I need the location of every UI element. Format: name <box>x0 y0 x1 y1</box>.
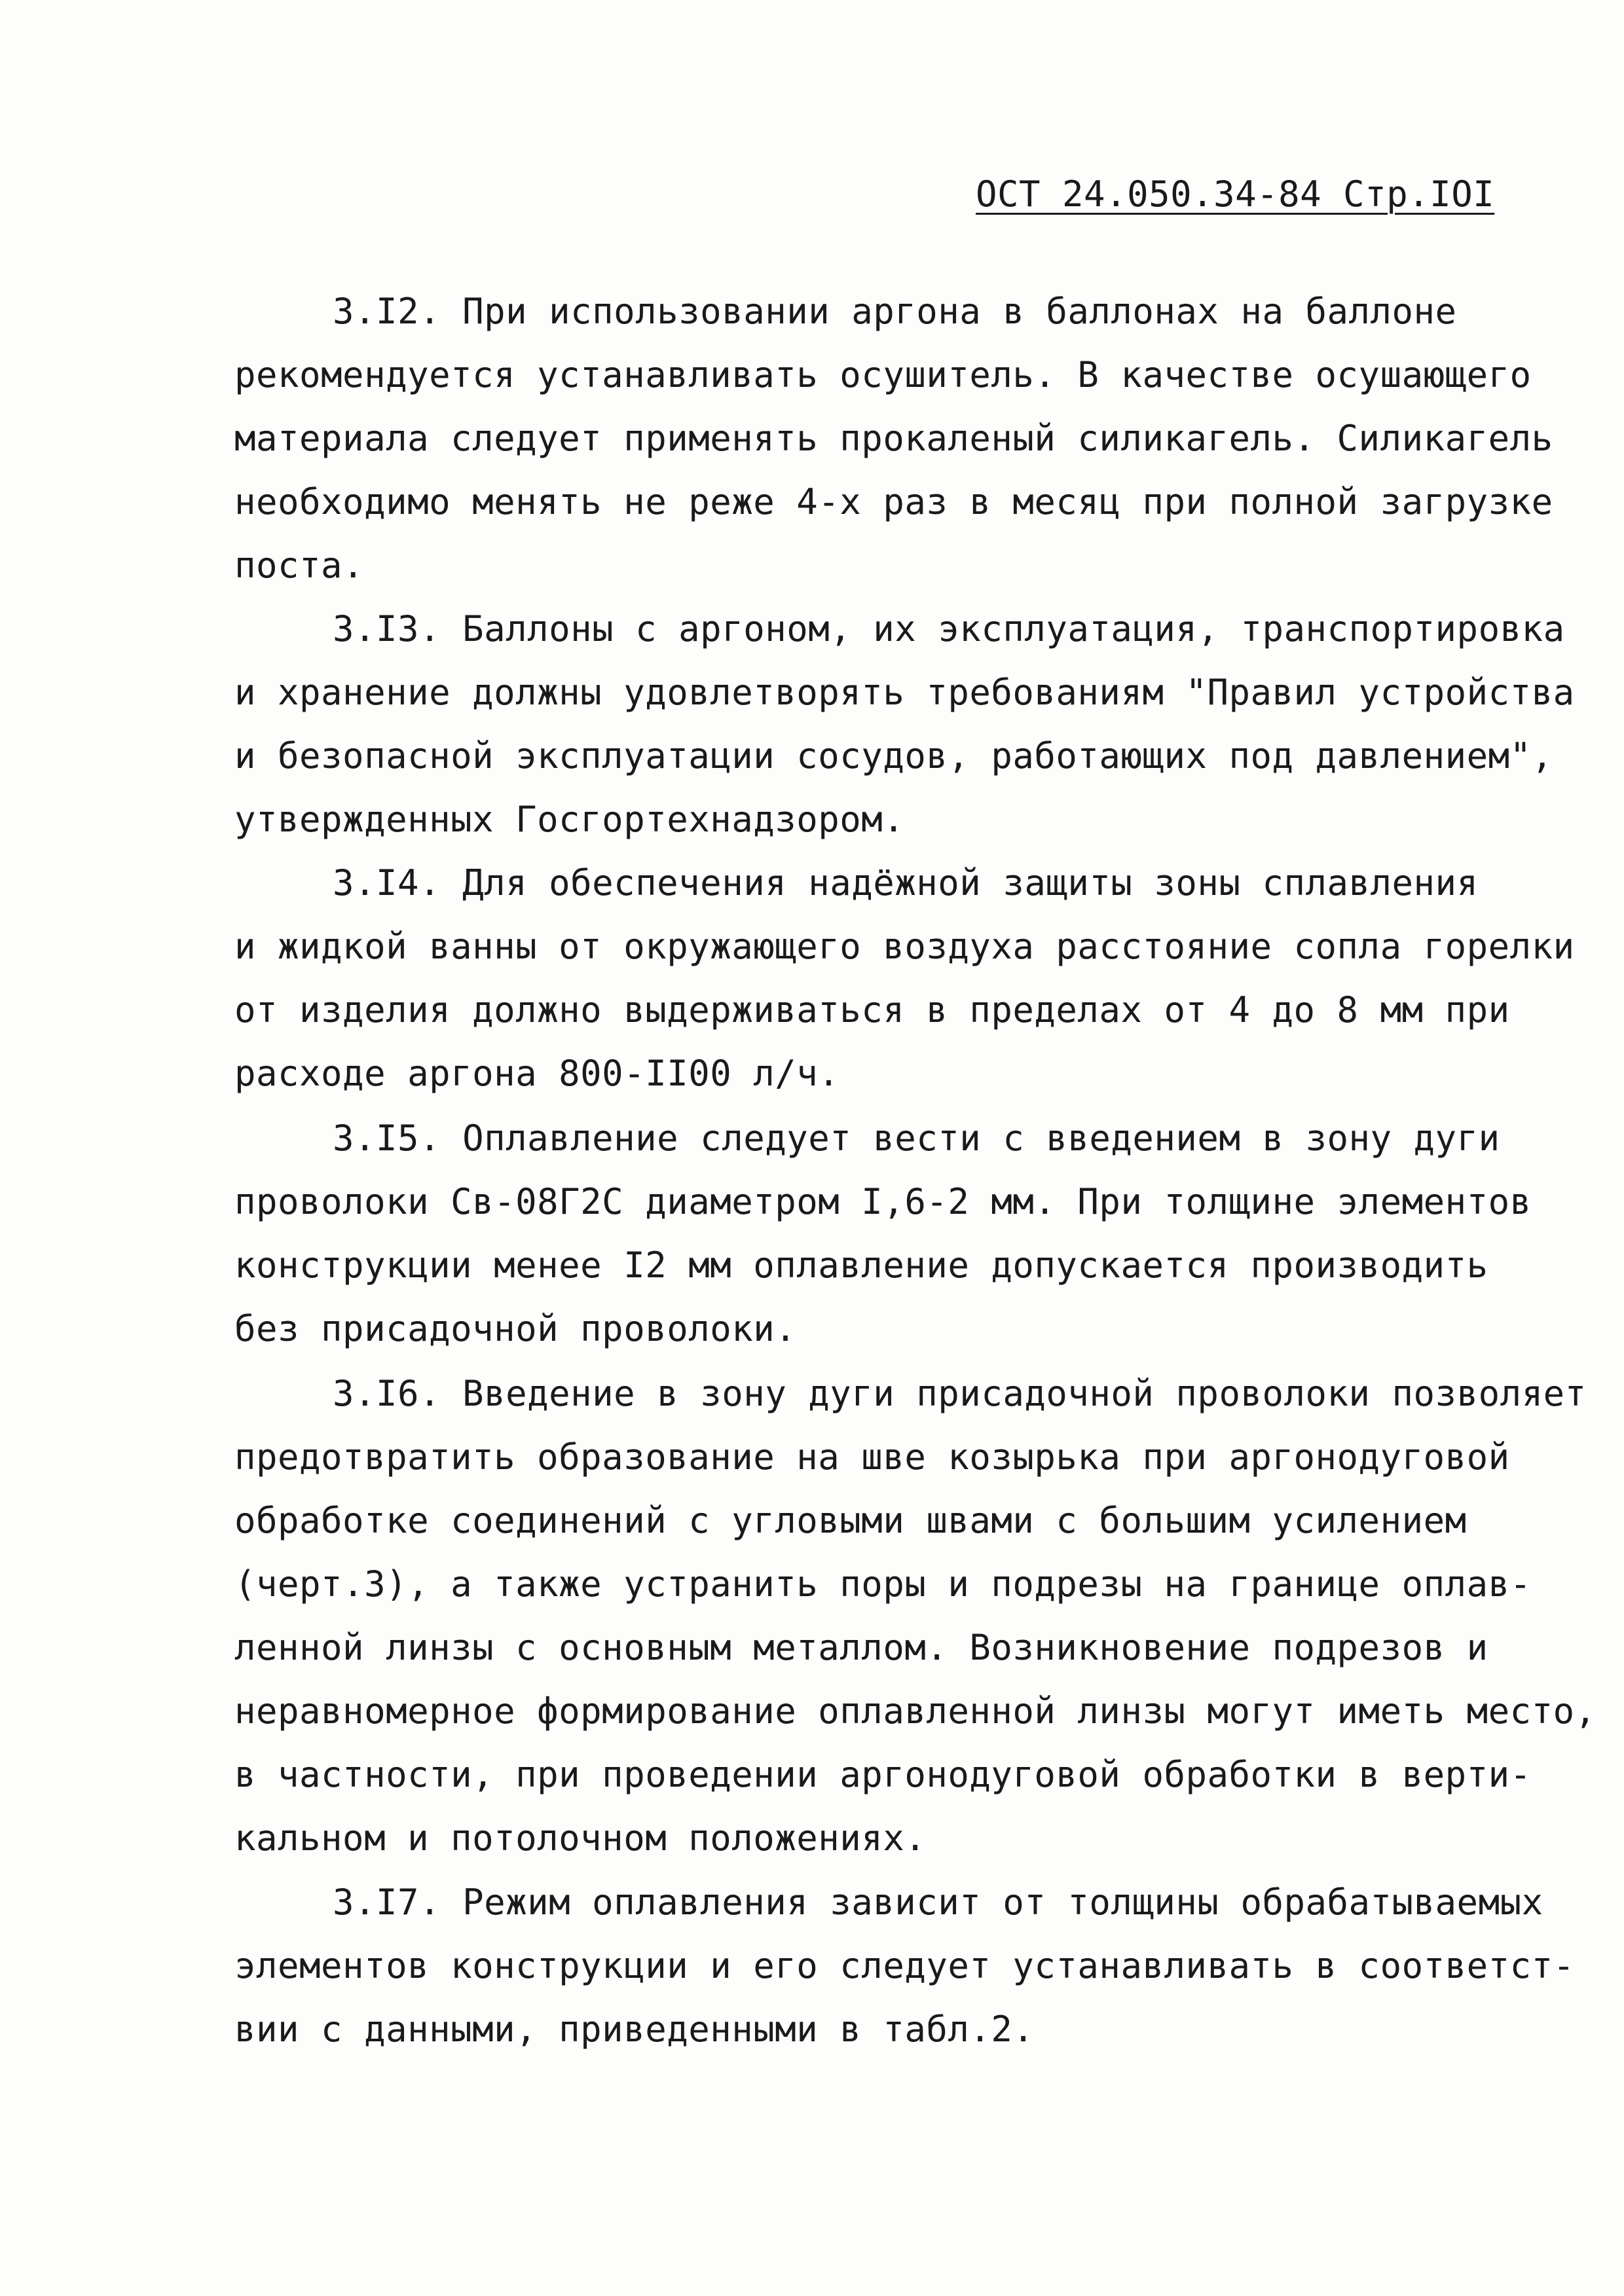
paragraph-line: вии с данными, приведенными в табл.2. <box>234 2009 1035 2050</box>
paragraph-line: материала следует применять прокаленый силикагель. Силикагель <box>234 418 1553 459</box>
paragraph-3-17 <box>234 1870 1575 2061</box>
paragraph-line: (черт.3), а также устранить поры и подрезы на границе оплав- <box>234 1563 1532 1605</box>
paragraph-line: 3.I7. Режим оплавления зависит от толщины обрабатываемых <box>333 1882 1543 1923</box>
paragraph-line: конструкции менее I2 мм оплавление допускается производить <box>234 1245 1488 1286</box>
paragraph-line: и безопасной эксплуатации сосудов, работающих под давлением", <box>234 735 1553 776</box>
paragraph-line: проволоки Св-08Г2С диаметром I,6-2 мм. При толщине элементов <box>234 1181 1532 1222</box>
paragraph-line: 3.I6. Введение в зону дуги присадочной проволоки позволяет <box>333 1373 1587 1414</box>
paragraph-line: кальном и потолочном положениях. <box>234 1817 927 1859</box>
paragraph-3-16 <box>234 1362 1596 1870</box>
paragraph-line: обработке соединений с угловыми швами с большим усилением <box>234 1500 1467 1541</box>
paragraph-line: поста. <box>234 545 365 586</box>
paragraph-line: ленной линзы с основным металлом. Возникновение подрезов и <box>234 1627 1488 1668</box>
paragraph-line: без присадочной проволоки. <box>234 1308 797 1349</box>
paragraph-line: и хранение должны удовлетворять требованиям "Правил устройства <box>234 672 1575 713</box>
paragraph-line: 3.I2. При использовании аргона в баллонах на баллоне <box>333 291 1457 332</box>
page-header: ОСТ 24.050.34-84 Стр.IOI <box>976 173 1495 215</box>
paragraph-line: от изделия должно выдерживаться в пределах от 4 до 8 мм при <box>234 989 1510 1030</box>
paragraph-line: расходе аргона 800-II00 л/ч. <box>234 1053 840 1094</box>
paragraph-line: неравномерное формирование оплавленной линзы могут иметь место, <box>234 1690 1596 1732</box>
paragraph-line: элементов конструкции и его следует устанавливать в соответст- <box>234 1945 1575 1986</box>
paragraph-line: необходимо менять не реже 4-х раз в месяц при полной загрузке <box>234 481 1553 522</box>
paragraph-line: в частности, при проведении аргонодуговой обработки в верти- <box>234 1754 1532 1795</box>
paragraph-line: утвержденных Госгортехнадзором. <box>234 799 905 840</box>
paragraph-line: 3.I4. Для обеспечения надёжной защиты зоны сплавления <box>333 862 1479 903</box>
paragraph-3-14 <box>234 851 1575 1105</box>
paragraph-line: рекомендуется устанавливать осушитель. В качестве осушающего <box>234 354 1532 395</box>
paragraph-line: 3.I3. Баллоны с аргоном, их эксплуатация, транспортировка <box>333 608 1565 649</box>
paragraph-line: 3.I5. Оплавление следует вести с введением в зону дуги <box>333 1118 1500 1159</box>
paragraph-line: и жидкой ванны от окружающего воздуха расстояние сопла горелки <box>234 926 1575 967</box>
paragraph-3-12 <box>234 280 1553 597</box>
paragraph-3-15 <box>234 1106 1532 1360</box>
paragraph-line: предотвратить образование на шве козырька при аргонодуговой <box>234 1436 1510 1478</box>
paragraph-3-13 <box>234 597 1575 851</box>
